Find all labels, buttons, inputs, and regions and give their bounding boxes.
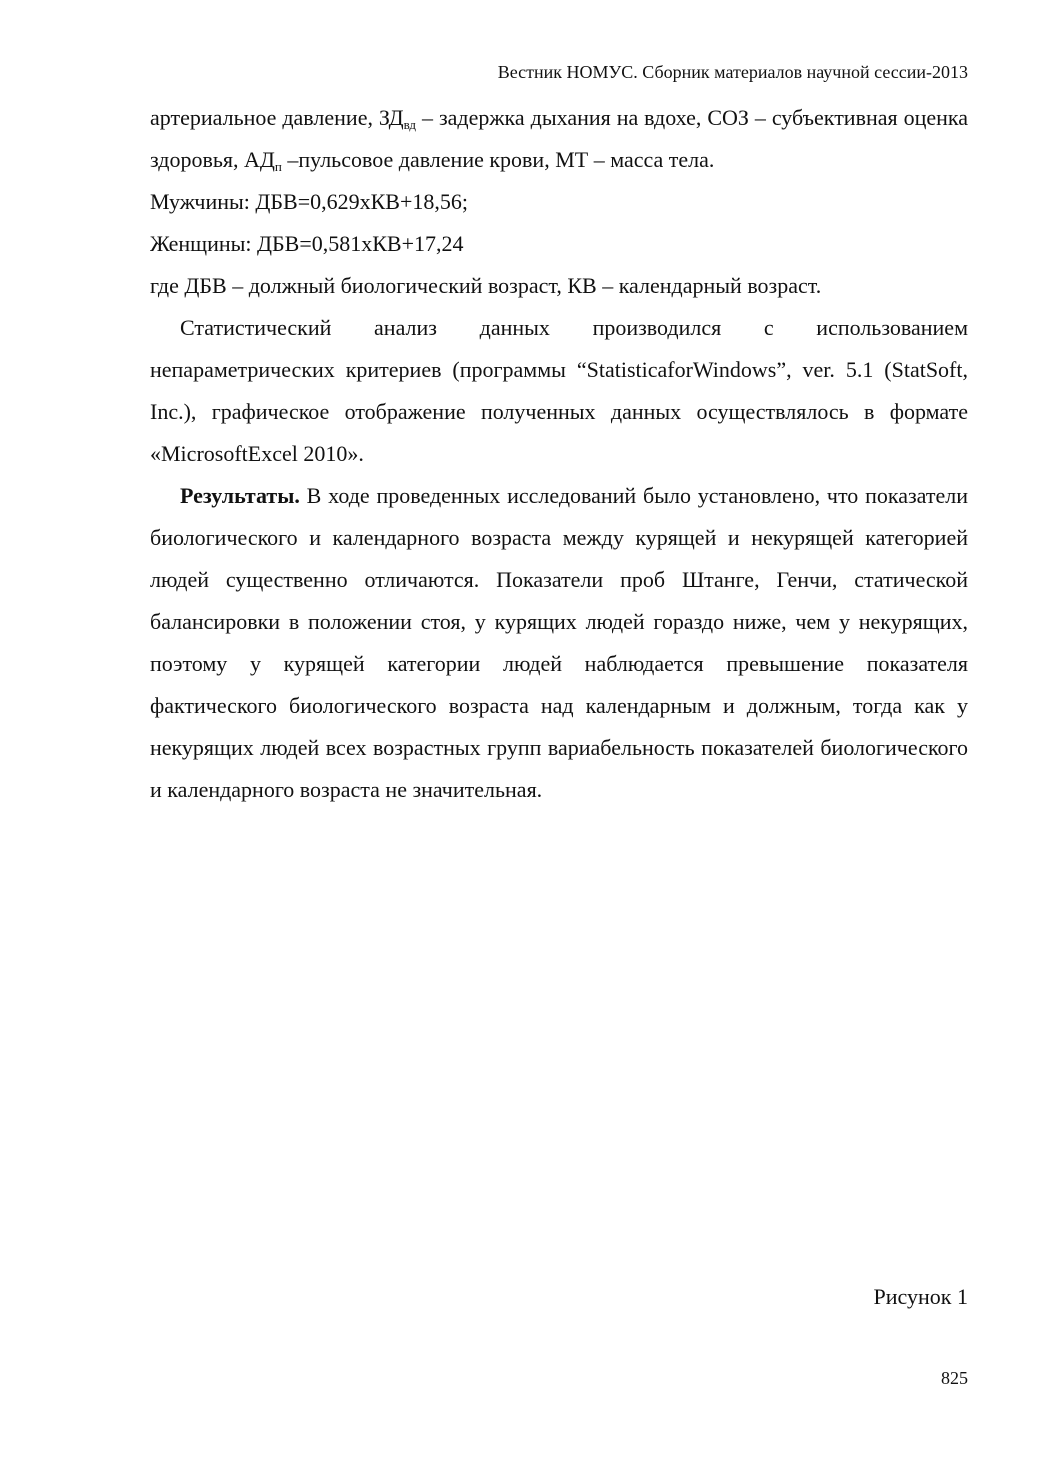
formula-women: Женщины: ДБВ=0,581хКВ+17,24 [150,231,464,256]
running-header: Вестник НОМУС. Сборник материалов научной сессии-2013 [497,62,968,82]
definitions-text-1: артериальное давление, ЗД [150,105,404,130]
definitions-text-3: –пульсовое давление крови, МТ – масса тела. [281,147,715,172]
figure-caption: Рисунок 1 [873,1284,968,1309]
definitions-paragraph [150,97,968,181]
definitions-text-2: – задержка дыхания на вдохе, СОЗ – субъективная оценка здоровья, АД [150,105,969,172]
subscript-p: п [274,159,282,174]
results-paragraph [150,475,968,811]
formula-legend: где ДБВ – должный биологический возраст, КВ – календарный возраст. [150,273,822,298]
formula-men: Мужчины: ДБВ=0,629хКВ+18,56; [150,189,468,214]
results-heading: Результаты. [180,483,300,508]
page-number: 825 [941,1368,968,1388]
article-body [150,97,968,811]
subscript-vd: вд [403,117,417,132]
results-text: В ходе проведенных исследований было установлено, что показатели биологического и календарного возраста между курящей и некурящей категорией людей существенно отличаются. Показатели проб Штанге, Генчи, статической балансировки в положении стоя, у курящих людей гораздо ниже, чем у некурящих, поэтому у курящей категории людей наблюдается превышение показателя фактического биологического возраста над календарным и должным, тогда как у некурящих людей всех возрастных групп вариабельность показателей биологического и календарного возраста не значительная. [150,483,968,802]
statistics-paragraph: Статистический анализ данных производился с использованием непараметрических критериев (программы “StatisticaforWindows”, ver. 5.1 (StatSoft, Inc.), графическое отображение полученных данных осуществлялось в формате «MicrosoftExcel 2010». [150,315,968,466]
